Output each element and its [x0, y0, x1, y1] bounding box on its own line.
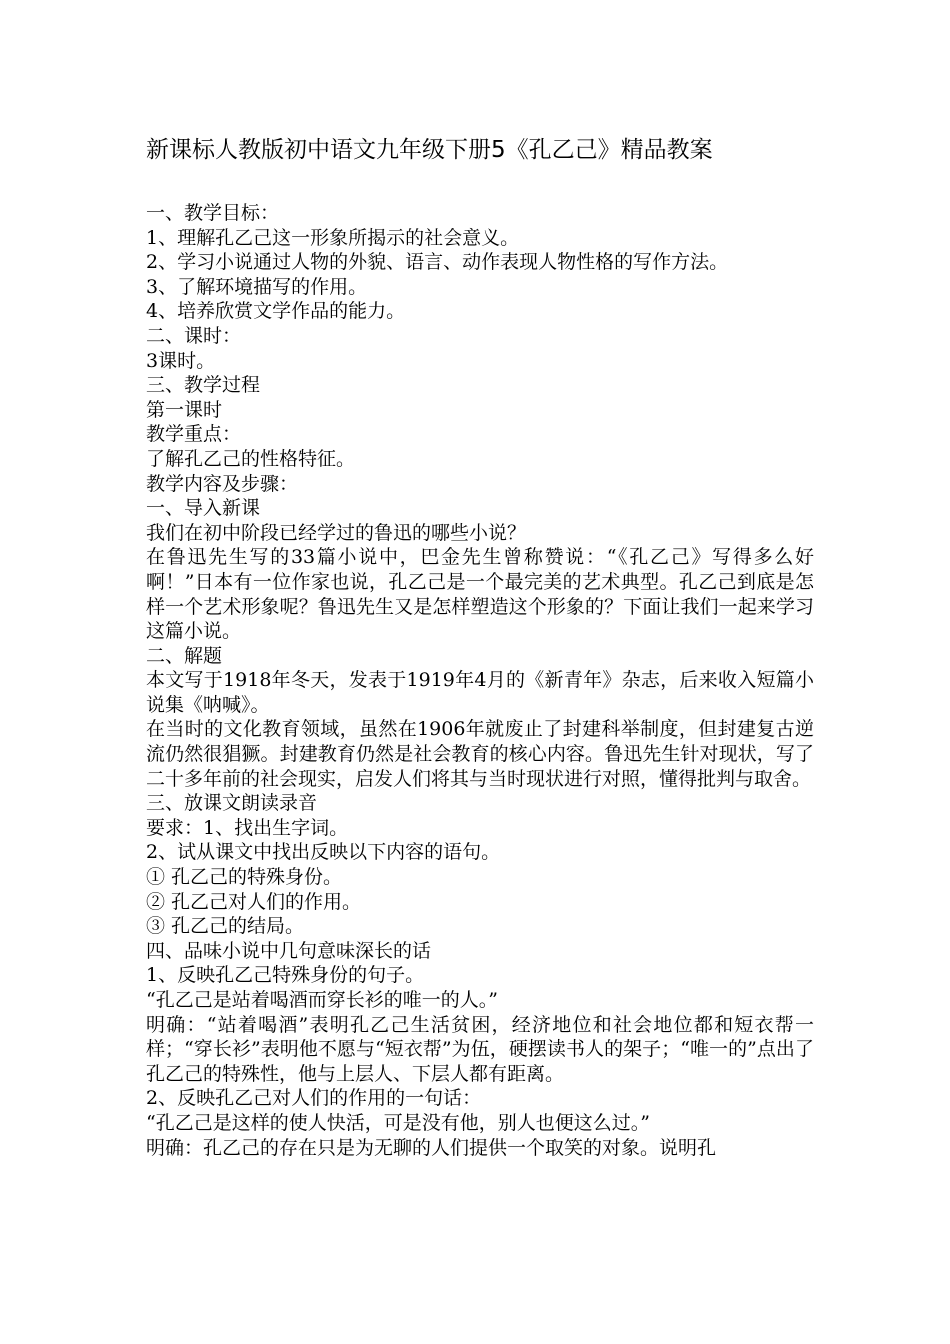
paragraph: 我们在初中阶段已经学过的鲁迅的哪些小说？: [146, 521, 527, 544]
paragraph: 在当时的文化教育领域，虽然在1906年就废止了封建科举制度，但封建复古逆流仍然很猖獗。封建教育仍然是社会教育的核心内容。鲁迅先生针对现状，写了二十多年前的社会现实，启发人们将其与当时现状进行对照，懂得批判与取舍。: [146, 718, 814, 790]
goal-item-1: 1、理解孔乙己这一形象所揭示的社会意义。: [146, 226, 520, 249]
paragraph: 2、试从课文中找出反映以下内容的语句。: [146, 841, 501, 864]
paragraph: 要求：1、找出生字词。: [146, 816, 349, 839]
step-heading-recording: 三、放课文朗读录音: [146, 792, 318, 815]
heading-class-hours: 二、课时：: [146, 324, 242, 347]
quote: “孔乙己是站着喝酒而穿长衫的唯一的人。”: [146, 989, 498, 1011]
class-hours-value: 3课时。: [146, 349, 216, 372]
paragraph: 1、反映孔乙己特殊身份的句子。: [146, 964, 425, 987]
goal-item-3: 3、了解环境描写的作用。: [146, 275, 368, 298]
key-points-text: 了解孔乙己的性格特征。: [146, 447, 356, 470]
step-heading-title-explanation: 二、解题: [146, 644, 223, 667]
list-item: ② 孔乙己对人们的作用。: [146, 890, 362, 913]
paragraph: 2、反映孔乙己对人们的作用的一句话：: [146, 1087, 482, 1110]
goal-item-4: 4、培养欣赏文学作品的能力。: [146, 300, 406, 323]
paragraph: 明确：孔乙己的存在只是为无聊的人们提供一个取笑的对象。说明孔: [146, 1136, 717, 1159]
paragraph: 在鲁迅先生写的33篇小说中，巴金先生曾称赞说：“《孔乙己》写得多么好啊！”日本有一位作家也说，孔乙己是一个最完美的艺术典型。孔乙己到底是怎样一个艺术形象呢？鲁迅先生又是怎样塑造这个形象的？下面让我们一起来学习这篇小说。: [146, 546, 814, 643]
heading-content-steps: 教学内容及步骤：: [146, 472, 299, 495]
heading-teaching-goals: 一、教学目标：: [146, 202, 280, 224]
step-heading-introduction: 一、导入新课: [146, 497, 261, 520]
paragraph: 明确：“站着喝酒”表明孔乙己生活贫困，经济地位和社会地位都和短衣帮一样；“穿长衫”表明他不愿与“短衣帮”为伍，硬摆读书人的架子；“唯一的”点出了孔乙己的特殊性，他与上层人、下层人都有距离。: [146, 1013, 814, 1085]
paragraph: 本文写于1918年冬天，发表于1919年4月的《新青年》杂志，后来收入短篇小说集《呐喊》。: [146, 669, 814, 716]
list-item: ① 孔乙己的特殊身份。: [146, 866, 343, 889]
document-body: [146, 201, 814, 1160]
goal-item-2: 2、学习小说通过人物的外貌、语言、动作表现人物性格的写作方法。: [146, 251, 729, 274]
step-heading-savor-sentences: 四、品味小说中几句意味深长的话: [146, 939, 432, 962]
first-lesson-heading: 第一课时: [146, 398, 223, 421]
heading-teaching-process: 三、教学过程: [146, 374, 261, 397]
heading-key-points: 教学重点：: [146, 423, 242, 446]
list-item: ③ 孔乙己的结局。: [146, 915, 305, 938]
quote: “孔乙己是这样的使人快活，可是没有他，别人也便这么过。”: [146, 1111, 650, 1134]
document-title: 新课标人教版初中语文九年级下册5《孔乙己》精品教案: [146, 137, 713, 163]
